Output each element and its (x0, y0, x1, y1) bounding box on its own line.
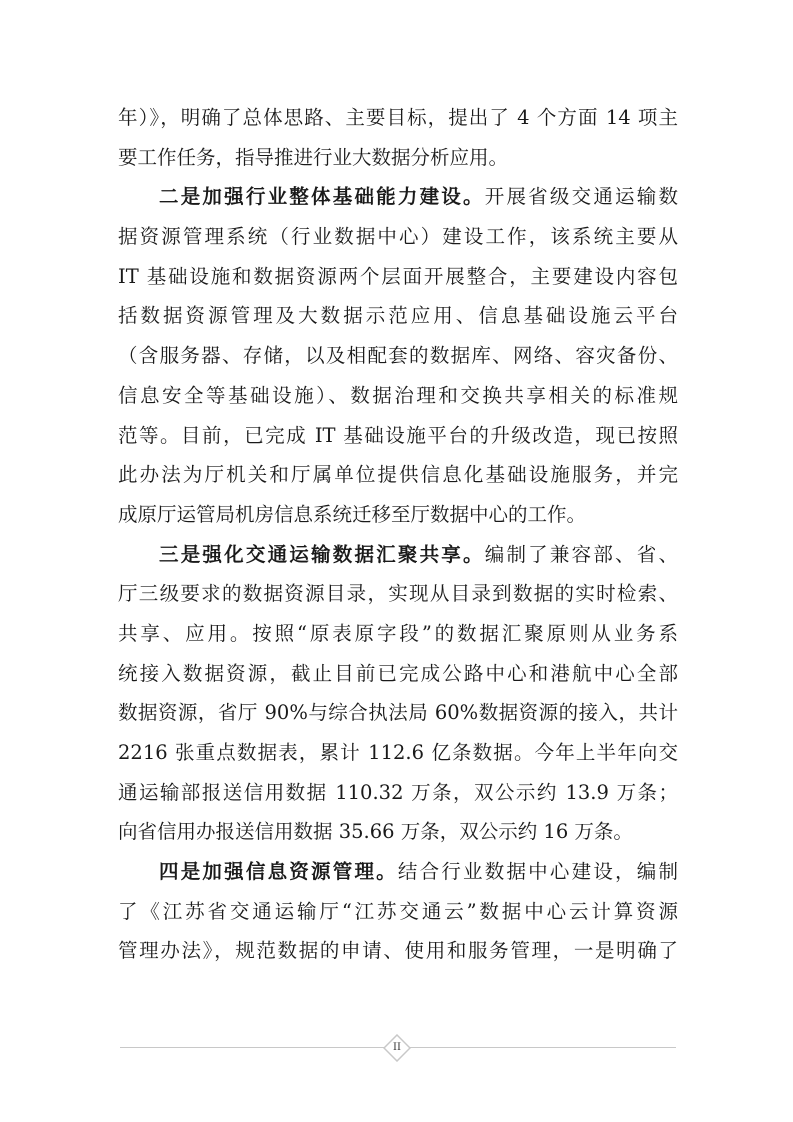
paragraph-text: 结合行业数据中心建设，编制 (397, 860, 678, 884)
text-line: 据资源管理系统（行业数据中心）建设工作，该系统主要从 (118, 225, 678, 249)
text-line: 了《江苏省交通运输厅“江苏交通云”数据中心云计算资源 (118, 899, 678, 923)
document-body (118, 98, 678, 971)
text-line: IT 基础设施和数据资源两个层面开展整合，主要建设内容包 (118, 264, 678, 288)
text-line: 向省信用办报送信用数据 35.66 万条，双公示约 16 万条。 (118, 820, 633, 844)
text-line: 此办法为厅机关和厅属单位提供信息化基础设施服务，并完 (118, 463, 678, 487)
paragraph-text: 开展省级交通运输数 (484, 185, 678, 209)
page-footer (120, 1030, 676, 1066)
paragraph-heading: 三是强化交通运输数据汇聚共享。 (159, 542, 485, 566)
text-line: 数据资源，省厅 90%与综合执法局 60%数据资源的接入，共计 (118, 701, 678, 725)
text-line: 2216 张重点数据表，累计 112.6 亿条数据。今年上半年向交 (118, 741, 678, 764)
text-line: 共享、应用。按照“原表原字段”的数据汇聚原则从业务系 (118, 621, 678, 645)
text-line: 管理办法》，规范数据的申请、使用和服务管理，一是明确了 (118, 939, 678, 963)
text-line: 年）》，明确了总体思路、主要目标，提出了 4 个方面 14 项主 (118, 106, 678, 129)
paragraph-first-line (118, 852, 678, 892)
text-line: 要工作任务，指导推进行业大数据分析应用。 (118, 145, 509, 169)
page-number: II (393, 1042, 401, 1053)
page-number-badge (383, 1034, 411, 1062)
paragraph-text: 编制了兼容部、省、 (484, 542, 678, 566)
text-line: （含服务器、存储，以及相配套的数据库、网络、容灾备份、 (118, 344, 678, 368)
paragraph-first-line (118, 177, 678, 217)
text-line: 成原厅运管局机房信息系统迁移至厅数据中心的工作。 (118, 502, 587, 526)
text-line: 范等。目前，已完成 IT 基础设施平台的升级改造，现已按照 (118, 423, 678, 447)
text-line: 统接入数据资源，截止目前已完成公路中心和港航中心全部 (118, 661, 678, 685)
text-line: 信息安全等基础设施）、数据治理和交换共享相关的标准规 (118, 383, 678, 407)
text-line: 括数据资源管理及大数据示范应用、信息基础设施云平台 (118, 304, 678, 328)
text-line: 厅三级要求的数据资源目录，实现从目录到数据的实时检索、 (118, 582, 678, 606)
text-line: 通运输部报送信用数据 110.32 万条，双公示约 13.9 万条； (118, 780, 678, 804)
paragraph-heading: 二是加强行业整体基础能力建设。 (159, 185, 485, 209)
paragraph-heading: 四是加强信息资源管理。 (159, 860, 398, 884)
paragraph-first-line (118, 535, 678, 575)
